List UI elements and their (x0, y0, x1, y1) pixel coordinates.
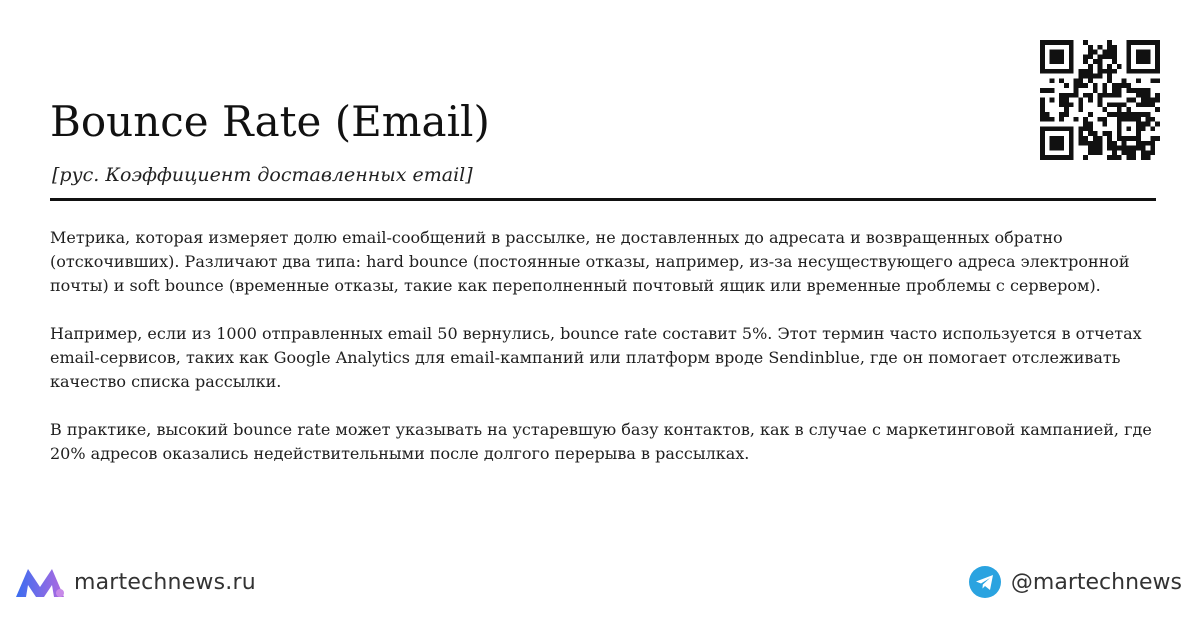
telegram-link[interactable] (969, 564, 1182, 600)
telegram-icon (969, 566, 1001, 598)
page-title: Bounce Rate (Email) (50, 97, 490, 146)
telegram-handle[interactable]: @martechnews (1010, 569, 1182, 595)
paragraph-definition: Метрика, которая измеряет долю email-сообщений в рассылке, не доставленных до адресата и возвращенных обратно (отскочивших). Различают два типа: hard bounce (постоянные отказы, например, из-за несуществующего адреса электронной почты) и soft bounce (временные отказы, такие как переполненный почтовый ящик или временные проблемы с сервером). (50, 228, 1130, 295)
title-divider (50, 198, 1156, 201)
paragraph-practice: В практике, высокий bounce rate может указывать на устаревшую базу контактов, как в случае с маркетинговой кампанией, где 20% адресов оказались недействительными после долгого перерыва в рассылках. (50, 420, 1152, 463)
russian-translation: [рус. Коэффициент доставленных email] (52, 164, 473, 186)
paragraph-example: Например, если из 1000 отправленных email 50 вернулись, bounce rate составит 5%. Этот термин часто используется в отчетах email-сервисов, таких как Google Analytics для email-кампаний или платформ вроде Sendinblue, где он помогает отслеживать качество списка рассылки. (50, 324, 1142, 391)
martechnews-logo-icon (14, 565, 66, 599)
definition-body (50, 226, 1156, 490)
site-url[interactable]: martechnews.ru (74, 569, 256, 595)
qr-code-icon[interactable] (1040, 40, 1160, 160)
site-link[interactable] (14, 564, 256, 600)
